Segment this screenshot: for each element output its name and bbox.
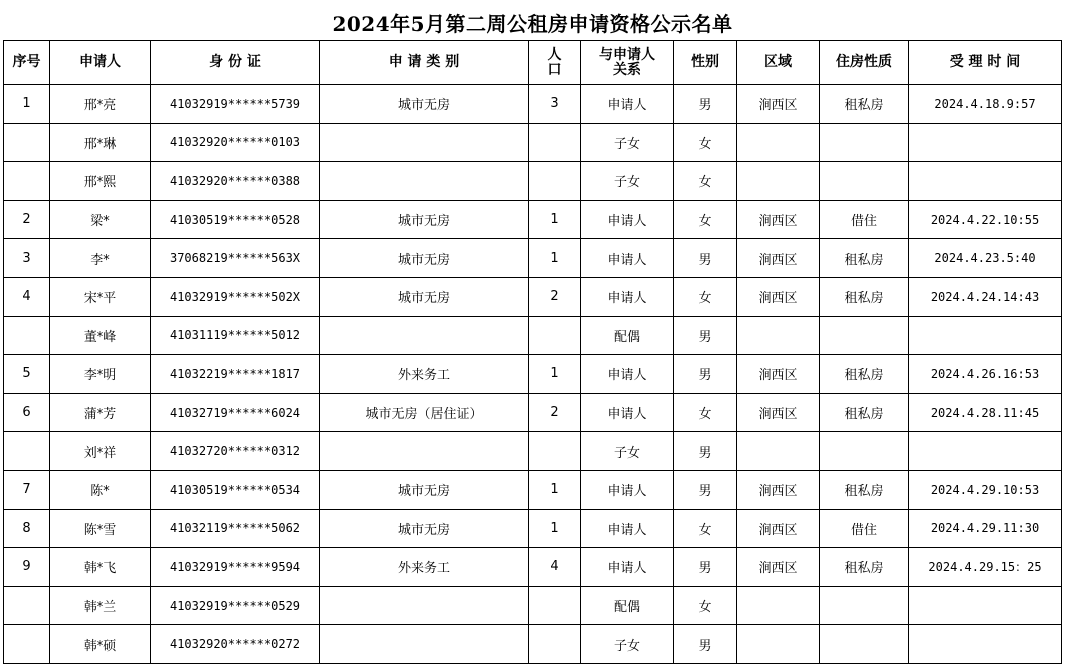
cell-category [320,432,529,471]
cell-district [737,123,820,162]
cell-time: 2024.4.18.9:57 [909,85,1062,124]
table-row [4,85,1062,124]
cell-population [529,162,581,201]
cell-gender: 女 [674,586,737,625]
cell-id-card: 41032919******5739 [151,85,320,124]
col-header-relation: 与申请人关系 [581,41,674,85]
cell-category [320,162,529,201]
cell-relation: 配偶 [581,316,674,355]
cell-index [4,432,50,471]
cell-applicant: 蒲*芳 [50,393,151,432]
cell-gender: 男 [674,625,737,664]
cell-housing [820,432,909,471]
cell-district: 涧西区 [737,239,820,278]
table-row [4,586,1062,625]
cell-housing: 租私房 [820,239,909,278]
applicant-table [3,40,1062,664]
cell-category: 外来务工 [320,548,529,587]
cell-id-card: 41032919******9594 [151,548,320,587]
cell-index: 7 [4,470,50,509]
cell-applicant: 宋*平 [50,277,151,316]
cell-housing [820,123,909,162]
table-row [4,200,1062,239]
cell-relation: 申请人 [581,239,674,278]
cell-population [529,316,581,355]
cell-gender: 男 [674,239,737,278]
cell-district: 涧西区 [737,85,820,124]
cell-id-card: 41032219******1817 [151,355,320,394]
cell-relation: 子女 [581,625,674,664]
cell-gender: 女 [674,277,737,316]
cell-index: 6 [4,393,50,432]
cell-id-card: 41032119******5062 [151,509,320,548]
col-header-housing: 住房性质 [820,41,909,85]
cell-index: 5 [4,355,50,394]
cell-housing: 租私房 [820,85,909,124]
cell-district: 涧西区 [737,470,820,509]
cell-housing: 借住 [820,509,909,548]
cell-population: 2 [529,393,581,432]
cell-relation: 申请人 [581,509,674,548]
cell-time: 2024.4.23.5:40 [909,239,1062,278]
cell-district [737,432,820,471]
cell-population: 1 [529,239,581,278]
cell-category [320,316,529,355]
cell-population: 2 [529,277,581,316]
cell-id-card: 41031119******5012 [151,316,320,355]
cell-relation: 子女 [581,432,674,471]
cell-id-card: 41032720******0312 [151,432,320,471]
cell-applicant: 李* [50,239,151,278]
col-header-category: 申 请 类 别 [320,41,529,85]
cell-district [737,162,820,201]
cell-time [909,316,1062,355]
table-body [4,85,1062,664]
cell-district: 涧西区 [737,200,820,239]
cell-relation: 申请人 [581,470,674,509]
table-row [4,355,1062,394]
cell-gender: 男 [674,316,737,355]
cell-index: 9 [4,548,50,587]
cell-id-card: 41030519******0528 [151,200,320,239]
cell-index [4,123,50,162]
cell-population [529,586,581,625]
cell-time [909,123,1062,162]
cell-applicant: 韩*兰 [50,586,151,625]
cell-index: 4 [4,277,50,316]
page-title: 2024年5月第二周公租房申请资格公示名单 [332,12,733,36]
cell-gender: 女 [674,162,737,201]
cell-category: 城市无房 [320,509,529,548]
cell-index [4,586,50,625]
cell-applicant: 邢*琳 [50,123,151,162]
cell-id-card: 37068219******563X [151,239,320,278]
table-row [4,432,1062,471]
cell-gender: 男 [674,432,737,471]
cell-applicant: 邢*亮 [50,85,151,124]
table-row [4,393,1062,432]
cell-index [4,316,50,355]
cell-district: 涧西区 [737,355,820,394]
cell-relation: 申请人 [581,393,674,432]
cell-housing: 租私房 [820,355,909,394]
table-row [4,509,1062,548]
cell-category: 城市无房 [320,85,529,124]
cell-category: 城市无房 [320,239,529,278]
col-header-population: 人口 [529,41,581,85]
cell-gender: 女 [674,509,737,548]
cell-id-card: 41032920******0388 [151,162,320,201]
cell-population: 3 [529,85,581,124]
cell-time: 2024.4.24.14:43 [909,277,1062,316]
cell-index [4,162,50,201]
cell-population [529,625,581,664]
cell-relation: 申请人 [581,277,674,316]
cell-housing: 借住 [820,200,909,239]
cell-housing [820,162,909,201]
cell-category: 城市无房 [320,200,529,239]
col-header-applicant: 申请人 [50,41,151,85]
cell-gender: 女 [674,123,737,162]
table-row [4,123,1062,162]
cell-population: 1 [529,509,581,548]
col-header-gender: 性别 [674,41,737,85]
cell-housing: 租私房 [820,393,909,432]
cell-index: 1 [4,85,50,124]
cell-gender: 男 [674,355,737,394]
cell-category [320,625,529,664]
cell-gender: 男 [674,470,737,509]
col-header-district: 区域 [737,41,820,85]
cell-applicant: 刘*祥 [50,432,151,471]
cell-housing: 租私房 [820,548,909,587]
cell-category: 外来务工 [320,355,529,394]
cell-relation: 申请人 [581,355,674,394]
cell-category: 城市无房 [320,470,529,509]
cell-applicant: 韩*飞 [50,548,151,587]
table-row [4,277,1062,316]
cell-population: 1 [529,200,581,239]
table-header-row [4,41,1062,85]
cell-district: 涧西区 [737,548,820,587]
cell-category: 城市无房（居住证） [320,393,529,432]
cell-population: 1 [529,355,581,394]
cell-housing [820,586,909,625]
cell-applicant: 梁* [50,200,151,239]
cell-district: 涧西区 [737,393,820,432]
cell-time [909,432,1062,471]
cell-relation: 配偶 [581,586,674,625]
cell-time: 2024.4.29.15：25 [909,548,1062,587]
cell-time [909,162,1062,201]
cell-time [909,625,1062,664]
table-row [4,625,1062,664]
cell-relation: 申请人 [581,548,674,587]
cell-index [4,625,50,664]
cell-category [320,586,529,625]
cell-id-card: 41032919******0529 [151,586,320,625]
col-header-id-card: 身 份 证 [151,41,320,85]
cell-gender: 女 [674,393,737,432]
cell-district [737,316,820,355]
cell-time: 2024.4.22.10:55 [909,200,1062,239]
cell-relation: 子女 [581,123,674,162]
cell-category: 城市无房 [320,277,529,316]
cell-index: 2 [4,200,50,239]
cell-id-card: 41032920******0103 [151,123,320,162]
cell-population: 1 [529,470,581,509]
table-row [4,548,1062,587]
cell-relation: 申请人 [581,85,674,124]
cell-district [737,625,820,664]
cell-gender: 女 [674,200,737,239]
cell-applicant: 陈* [50,470,151,509]
cell-applicant: 韩*硕 [50,625,151,664]
cell-time: 2024.4.26.16:53 [909,355,1062,394]
cell-applicant: 邢*熙 [50,162,151,201]
cell-district [737,586,820,625]
cell-index: 8 [4,509,50,548]
cell-population: 4 [529,548,581,587]
cell-relation: 子女 [581,162,674,201]
cell-time [909,586,1062,625]
table-row [4,162,1062,201]
cell-category [320,123,529,162]
cell-housing [820,625,909,664]
cell-housing: 租私房 [820,277,909,316]
col-header-index: 序号 [4,41,50,85]
cell-housing [820,316,909,355]
cell-index: 3 [4,239,50,278]
table-row [4,316,1062,355]
cell-population [529,432,581,471]
cell-district: 涧西区 [737,509,820,548]
cell-population [529,123,581,162]
cell-district: 涧西区 [737,277,820,316]
cell-housing: 租私房 [820,470,909,509]
cell-gender: 男 [674,548,737,587]
cell-applicant: 陈*雪 [50,509,151,548]
cell-id-card: 41032919******502X [151,277,320,316]
col-header-time: 受 理 时 间 [909,41,1062,85]
cell-relation: 申请人 [581,200,674,239]
cell-id-card: 41032719******6024 [151,393,320,432]
cell-id-card: 41030519******0534 [151,470,320,509]
cell-time: 2024.4.28.11:45 [909,393,1062,432]
cell-time: 2024.4.29.10:53 [909,470,1062,509]
cell-id-card: 41032920******0272 [151,625,320,664]
table-row [4,239,1062,278]
cell-applicant: 李*明 [50,355,151,394]
cell-time: 2024.4.29.11:30 [909,509,1062,548]
cell-applicant: 董*峰 [50,316,151,355]
table-row [4,470,1062,509]
cell-gender: 男 [674,85,737,124]
